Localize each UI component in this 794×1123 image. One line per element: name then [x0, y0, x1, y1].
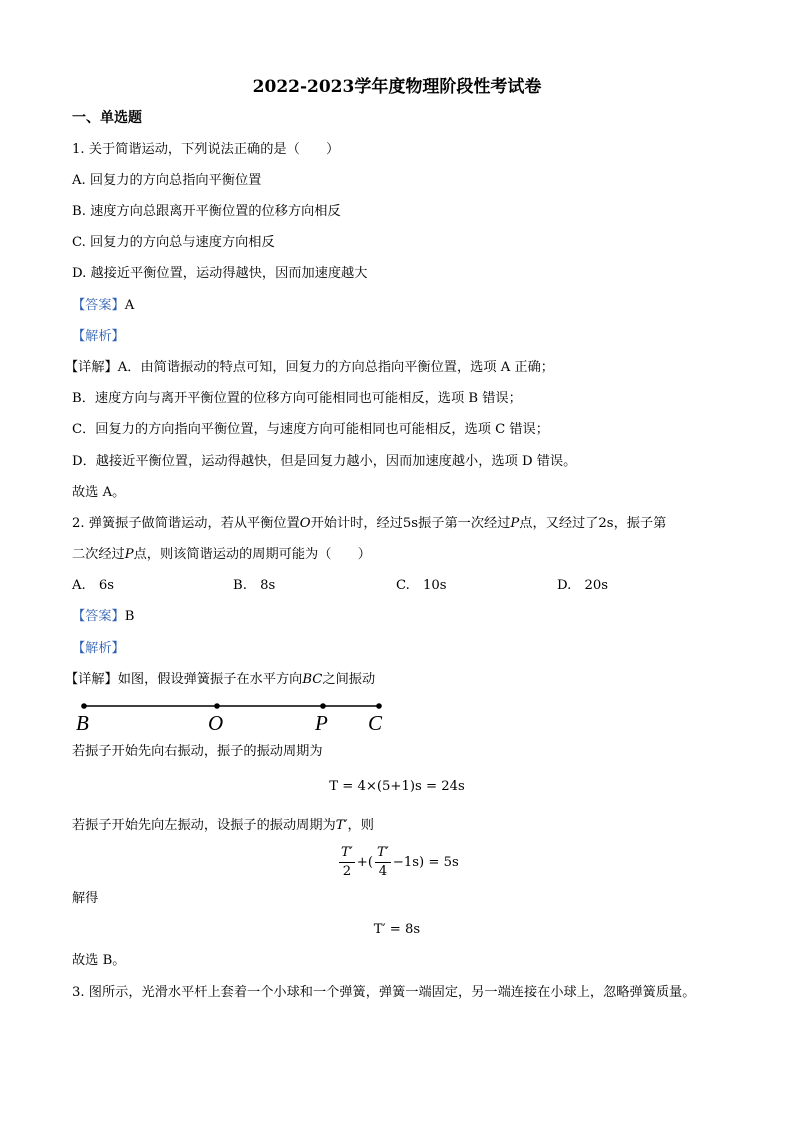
answer-tag: 【答案】 [72, 298, 125, 313]
point-o-dot [214, 703, 220, 709]
point-p: P [510, 516, 520, 531]
q2-case2 [72, 817, 374, 835]
q2-case1: 若振子开始先向右振动，振子的振动周期为 [72, 744, 323, 759]
q1-conclusion: 故选 A。 [72, 485, 126, 500]
time-value: 5s [402, 516, 419, 531]
detail-tag: 【详解】 [65, 360, 118, 375]
point-b-dot [81, 703, 87, 709]
label-o: O [208, 711, 224, 735]
q1-stem: 1. 关于简谐运动，下列说法正确的是（ ） [72, 142, 340, 157]
detail-text: 之间振动 [322, 672, 376, 687]
fraction-2-numerator: T′ [375, 844, 391, 863]
equation-3: T′ = 8s [373, 922, 421, 937]
q3-stem: 3. 图所示，光滑水平杆上套着一个小球和一个弹簧，弹簧一端固定，另一端连接在小球上，忽略弹簧质量。 [72, 985, 696, 1000]
q1-option-a: A. 回复力的方向总指向平衡位置 [72, 173, 262, 188]
fraction-1-numerator: T′ [339, 844, 355, 863]
q2-option-c: C. 10s [396, 578, 447, 593]
q1-detail-line-3: C．回复力的方向指向平衡位置，与速度方向可能相同也可能相反，选项 C 错误； [72, 422, 549, 437]
fraction-2-denominator: 4 [378, 863, 388, 879]
detail-text: 如图，假设弹簧振子在水平方向 [117, 672, 303, 687]
label-c: C [368, 711, 383, 735]
point-c-dot [376, 703, 382, 709]
point-o: O [299, 516, 311, 531]
analysis-tag: 【解析】 [72, 641, 125, 656]
q2-conclusion: 故选 B。 [72, 953, 126, 968]
q1-option-c: C. 回复力的方向总与速度方向相反 [72, 235, 275, 250]
detail-tag: 【详解】 [65, 672, 118, 687]
q2-option-d: D. 20s [557, 578, 609, 593]
analysis-tag: 【解析】 [72, 329, 125, 344]
q2-option-a: A. 6s [72, 578, 115, 593]
stem-text: 点，又经过了 [519, 516, 599, 531]
label-b: B [76, 711, 89, 735]
equation-1: T = 4×(5+1)s = 24s [329, 779, 465, 794]
point-p-dot [320, 703, 326, 709]
plus-paren: +( [356, 854, 373, 870]
case2-text: 若振子开始先向左振动，设振子的振动周期为 [72, 818, 336, 833]
stem-text: ，振子第 [613, 516, 667, 531]
equation-2 [339, 840, 459, 884]
q2-option-b: B. 8s [233, 578, 276, 593]
segment-bc: BC [302, 672, 323, 687]
q1-answer [72, 297, 134, 315]
answer-value: B [124, 609, 135, 624]
q2-solve-label: 解得 [72, 891, 99, 906]
q1-analysis-tag [72, 328, 125, 346]
equation-2-rest: −1s) = 5s [392, 854, 459, 870]
stem-text: 2. 弹簧振子做简谐运动，若从平衡位置 [72, 516, 300, 531]
point-p: P [124, 547, 134, 562]
q2-stem-line-2 [72, 546, 371, 564]
answer-tag: 【答案】 [72, 609, 125, 624]
q1-detail-line-2: B．速度方向与离开平衡位置的位移方向可能相同也可能相反，选项 B 错误； [72, 391, 522, 406]
q1-detail-line-1 [65, 359, 554, 377]
stem-text: 点，则该简谐运动的周期可能为（ ） [133, 547, 371, 562]
fraction-1-denominator: 2 [342, 863, 352, 879]
stem-text: 开始计时，经过 [310, 516, 403, 531]
bopc-figure [72, 697, 392, 737]
q2-answer [72, 608, 134, 626]
q1-option-d: D. 越接近平衡位置，运动得越快，因而加速度越大 [72, 266, 368, 281]
stem-text: 二次经过 [72, 547, 125, 562]
q2-stem-line-1 [72, 515, 666, 533]
detail-text: A．由简谐振动的特点可知，回复力的方向总指向平衡位置，选项 A 正确； [117, 360, 554, 375]
fraction-1 [339, 844, 355, 881]
q1-detail-line-4: D．越接近平衡位置，运动得越快，但是回复力越小，因而加速度越小，选项 D 错误。 [72, 454, 577, 469]
label-p: P [315, 711, 328, 735]
page-title: 2022-2023学年度物理阶段性考试卷 [252, 77, 542, 97]
case2-text: ，则 [347, 818, 374, 833]
period-symbol: T′ [335, 818, 348, 833]
fraction-2 [375, 844, 391, 881]
q1-option-b: B. 速度方向总跟离开平衡位置的位移方向相反 [72, 204, 341, 219]
q2-detail-line [65, 671, 375, 689]
answer-value: A [124, 298, 135, 313]
time-value: 2s [598, 516, 614, 531]
section-heading: 一、单选题 [72, 110, 142, 126]
stem-text: 振子第一次经过 [418, 516, 511, 531]
q2-analysis-tag [72, 640, 125, 658]
